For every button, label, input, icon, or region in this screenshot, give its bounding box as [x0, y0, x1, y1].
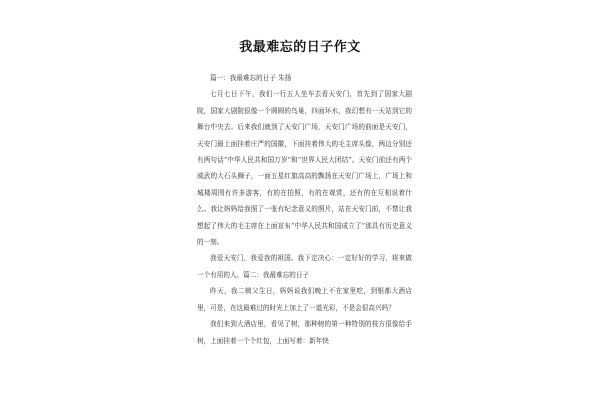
paragraph: 昨天，我二姨父生日，妈妈说我们晚上不在家里吃，到银都大酒店里，可是，在这最难过的时光上加上了一道光彩，不是会很高兴吗？	[197, 287, 412, 312]
document-title: 我最难忘的日子作文	[239, 40, 361, 55]
section-heading: 篇一：我最难忘的日子 朱扬	[210, 74, 292, 82]
document-body	[197, 70, 412, 349]
paragraph: 七月七日下午，我们一行五人坐车去看天安门，首先到了国家大剧院，国家大剧院很像一个圆圆的鸟巢，四面环水，我幻想有一天站到它的舞台中央去。后来我们就到了天安门广场，天安门广场的前面是天安门，天安门最上面挂着庄严的国徽，下面挂着伟大的毛主席头像，两边分别还有两句话“中华人民共和国万岁”和“世界人民大团结”。天安门前还有两个威武的大石头狮子，一面五星红旗高高的飘扬在天安门广场上，广场上和城楼周围有许多游客，有的在拍照，有的在观赏，还有的在互相说着什么。我让妈妈给我照了一张有纪念意义的照片，站在天安门前，不禁让我想起了伟大的毛主席在上面宣布“中华人民共和国成立了”那具有历史意义的一刻。	[197, 90, 412, 247]
paragraph: 我们来到大酒店里，看见了树，那种树的第一种特别的枝方很像给手树，上面挂着一个个红包，上面写着：新年快	[197, 320, 412, 345]
paragraph: 我爱天安门，我爱我的祖国。我下定决心：一定好好的学习，将来做一个有用的人。篇二：我最难忘的日子	[197, 254, 412, 279]
